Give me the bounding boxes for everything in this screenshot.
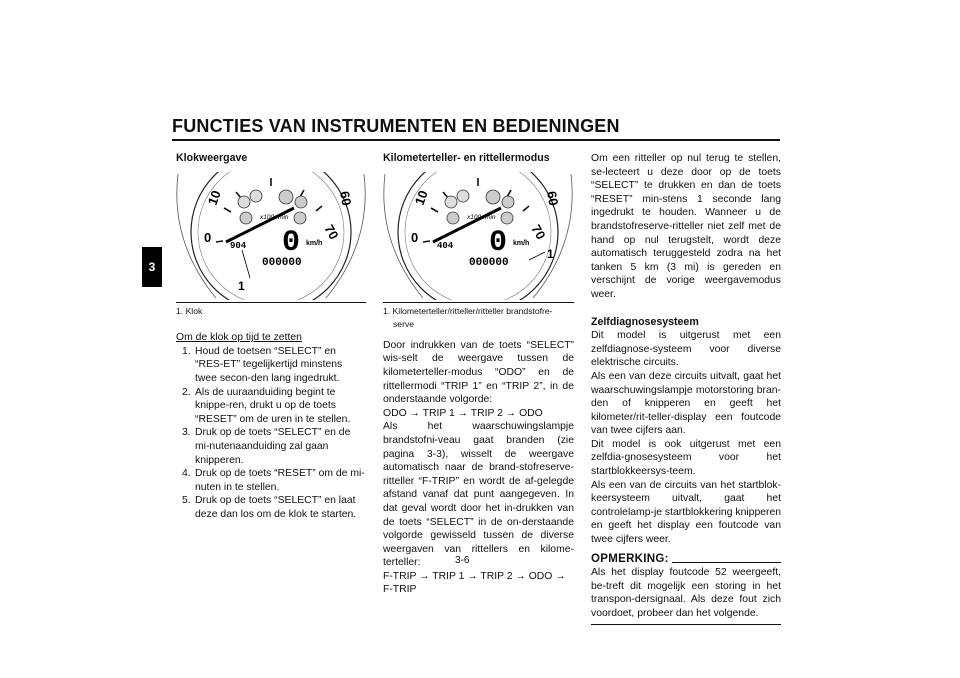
gauge-number-10: 10	[411, 187, 431, 207]
mode-sequence: ODO → TRIP 1 → TRIP 2 → ODO	[383, 407, 543, 419]
mode-sequence: F-TRIP → TRIP 1 → TRIP 2 → ODO → F-TRIP	[383, 570, 566, 596]
odometer-gauge-illustration	[383, 172, 573, 300]
figure-caption-cont: serve	[393, 319, 415, 330]
paragraph: Dit model is ook uitgerust met een zelfdia-gnosesysteem voor het startblokkeersys-teem.	[591, 438, 781, 478]
step-number: 4.	[182, 468, 191, 480]
step-number: 3.	[182, 427, 191, 439]
speed-readout: 0	[489, 225, 508, 260]
step-item	[176, 386, 366, 427]
warning-lamp-icon	[238, 196, 250, 208]
rpm-unit: x100r/min	[467, 213, 496, 221]
rpm-unit: x100r/min	[260, 213, 289, 221]
clock-gauge-illustration	[176, 172, 366, 300]
step-number: 5.	[182, 495, 191, 507]
clock-heading: Klokweergave	[176, 152, 248, 164]
paragraph: Als het waarschuwingslampje brandstofni-veau gaat branden (zie pagina 3-3), wisselt de weergave automatisch naar de brand-stofreserve-ritteller “F-TRIP” en wordt de af-gelegde afstand vanaf dat punt aangegeven. In dat geval wordt door het in-drukken van de toets “SELECT” in de on-derstaande volgorde gewisseld tussen de diverse weergaven van rittellers en kilome-terteller:	[383, 421, 574, 569]
step-number: 2.	[182, 386, 191, 398]
note-end-rule	[591, 624, 781, 625]
clock-display: 904	[230, 240, 247, 251]
figure-caption: 1. Kilometerteller/ritteller/ritteller brandstofre-	[383, 305, 553, 316]
column-odometer	[383, 152, 574, 597]
speed-readout: 0	[282, 225, 301, 260]
gauge-number-70: 70	[528, 221, 549, 242]
step-text: Houd de toetsen “SELECT” en “RES-ET” tegelijkertijd minstens twee secon-den lang ingedrukt.	[195, 345, 343, 384]
callout-line	[529, 252, 545, 260]
speed-unit: km/h	[306, 239, 323, 247]
clock-set-subheading: Om de klok op tijd te zetten	[176, 332, 302, 344]
indicator-lamp-icon	[486, 190, 500, 204]
step-item	[176, 467, 366, 494]
indicator-lamp-icon	[447, 212, 459, 224]
step-text: Als de uuraanduiding begint te knippe-ren, drukt u op de toets “RESET” om de uren in te stellen.	[195, 386, 351, 425]
step-text: Druk op de toets “SELECT” en laat deze dan los om de klok te starten.	[195, 495, 357, 520]
paragraph: Dit model is uitgerust met een zelfdiagnose-systeem voor diverse elektrische circuits.	[591, 330, 781, 369]
note-text: Als het display foutcode 52 weergeeft, be-treft dit mogelijk een storing in het transpon-dersignaal. Als deze fout zich voordoet, probeer dan het volgende.	[591, 567, 781, 619]
gauge-number-60: 60	[544, 189, 562, 207]
figure-rule	[383, 302, 574, 303]
gauge-number-10: 10	[204, 187, 224, 207]
figure-caption	[176, 306, 366, 317]
page-number: 3-6	[455, 555, 470, 566]
step-text: Druk op de toets “RESET” om de mi-nuten in te stellen.	[195, 468, 365, 493]
gauge-number-0: 0	[204, 229, 212, 245]
speed-unit: km/h	[513, 239, 530, 247]
gauge-number-70: 70	[321, 221, 342, 242]
clock-display: 404	[437, 240, 454, 251]
column-diagnosis	[591, 152, 781, 625]
paragraph: Door indrukken van de toets “SELECT” wis-selt de weergave tussen de kilometerteller-modus “ODO” en de rittellermodi “TRIP 1” en “TRIP 2”, in de onderstaande volgorde:	[383, 339, 574, 406]
indicator-lamp-icon	[457, 190, 469, 202]
warning-lamp-icon	[445, 196, 457, 208]
callout-number: 1	[547, 246, 554, 261]
indicator-lamp-icon	[279, 190, 293, 204]
indicator-lamp-icon	[240, 212, 252, 224]
paragraph: Om een ritteller op nul terug te stellen, se-lecteert u deze door op de toets “SELECT” te drukken en dan de toets “RESET” min-stens 1 seconde lang ingedrukt te houden. Wanneer u de brandstofreserve-ritteller niet zelf met de hand op nul terugstelt, wordt deze automatisch teruggesteld zodra na het tanken 5 km (3 mi) is gereden en verschijnt de vorige weergavemodus weer.	[591, 153, 781, 300]
step-text: Druk op de toets “SELECT” en de mi-nutenaanduiding zal gaan knipperen.	[195, 427, 351, 466]
note-title: OPMERKING:	[591, 552, 669, 565]
odometer-heading: Kilometerteller- en rittellermodus	[383, 152, 550, 164]
gauge-number-0: 0	[411, 229, 419, 245]
figure-rule	[176, 302, 366, 303]
caption-number: 1.	[176, 305, 184, 316]
step-number: 1.	[182, 345, 191, 357]
note-rule	[672, 562, 781, 563]
step-item	[176, 345, 366, 386]
chapter-tab: 3	[142, 247, 162, 287]
gauge-number-60: 60	[337, 189, 355, 207]
page-title: FUNCTIES VAN INSTRUMENTEN EN BEDIENINGEN	[172, 116, 620, 136]
odometer-display: 000000	[262, 256, 302, 269]
paragraph: Als een van de circuits van het startblok-keersysteem uitvalt, gaat het controlelamp-je startblokkering knipperen en geeft het display een foutcode van twee cijfers weer.	[591, 479, 782, 546]
diagnosis-heading: Zelfdiagnosesysteem	[591, 315, 699, 328]
indicator-lamp-icon	[502, 196, 514, 208]
caption-text: Klok	[185, 305, 203, 316]
step-item	[176, 426, 366, 467]
step-item	[176, 494, 366, 521]
indicator-lamp-icon	[294, 212, 306, 224]
column-clock	[176, 152, 366, 522]
odometer-display: 000000	[469, 256, 509, 269]
clock-steps-list	[176, 345, 366, 522]
callout-line	[242, 250, 250, 278]
indicator-lamp-icon	[295, 196, 307, 208]
title-rule	[172, 139, 780, 141]
indicator-lamp-icon	[250, 190, 262, 202]
note-header	[591, 553, 781, 567]
callout-number: 1	[238, 278, 245, 293]
indicator-lamp-icon	[501, 212, 513, 224]
paragraph: Als een van deze circuits uitvalt, gaat het waarschuwingslampje motorstoring bran-den of knipperen en geeft het kilometer/rit-teller-display een foutcode van twee cijfers aan.	[591, 370, 781, 437]
